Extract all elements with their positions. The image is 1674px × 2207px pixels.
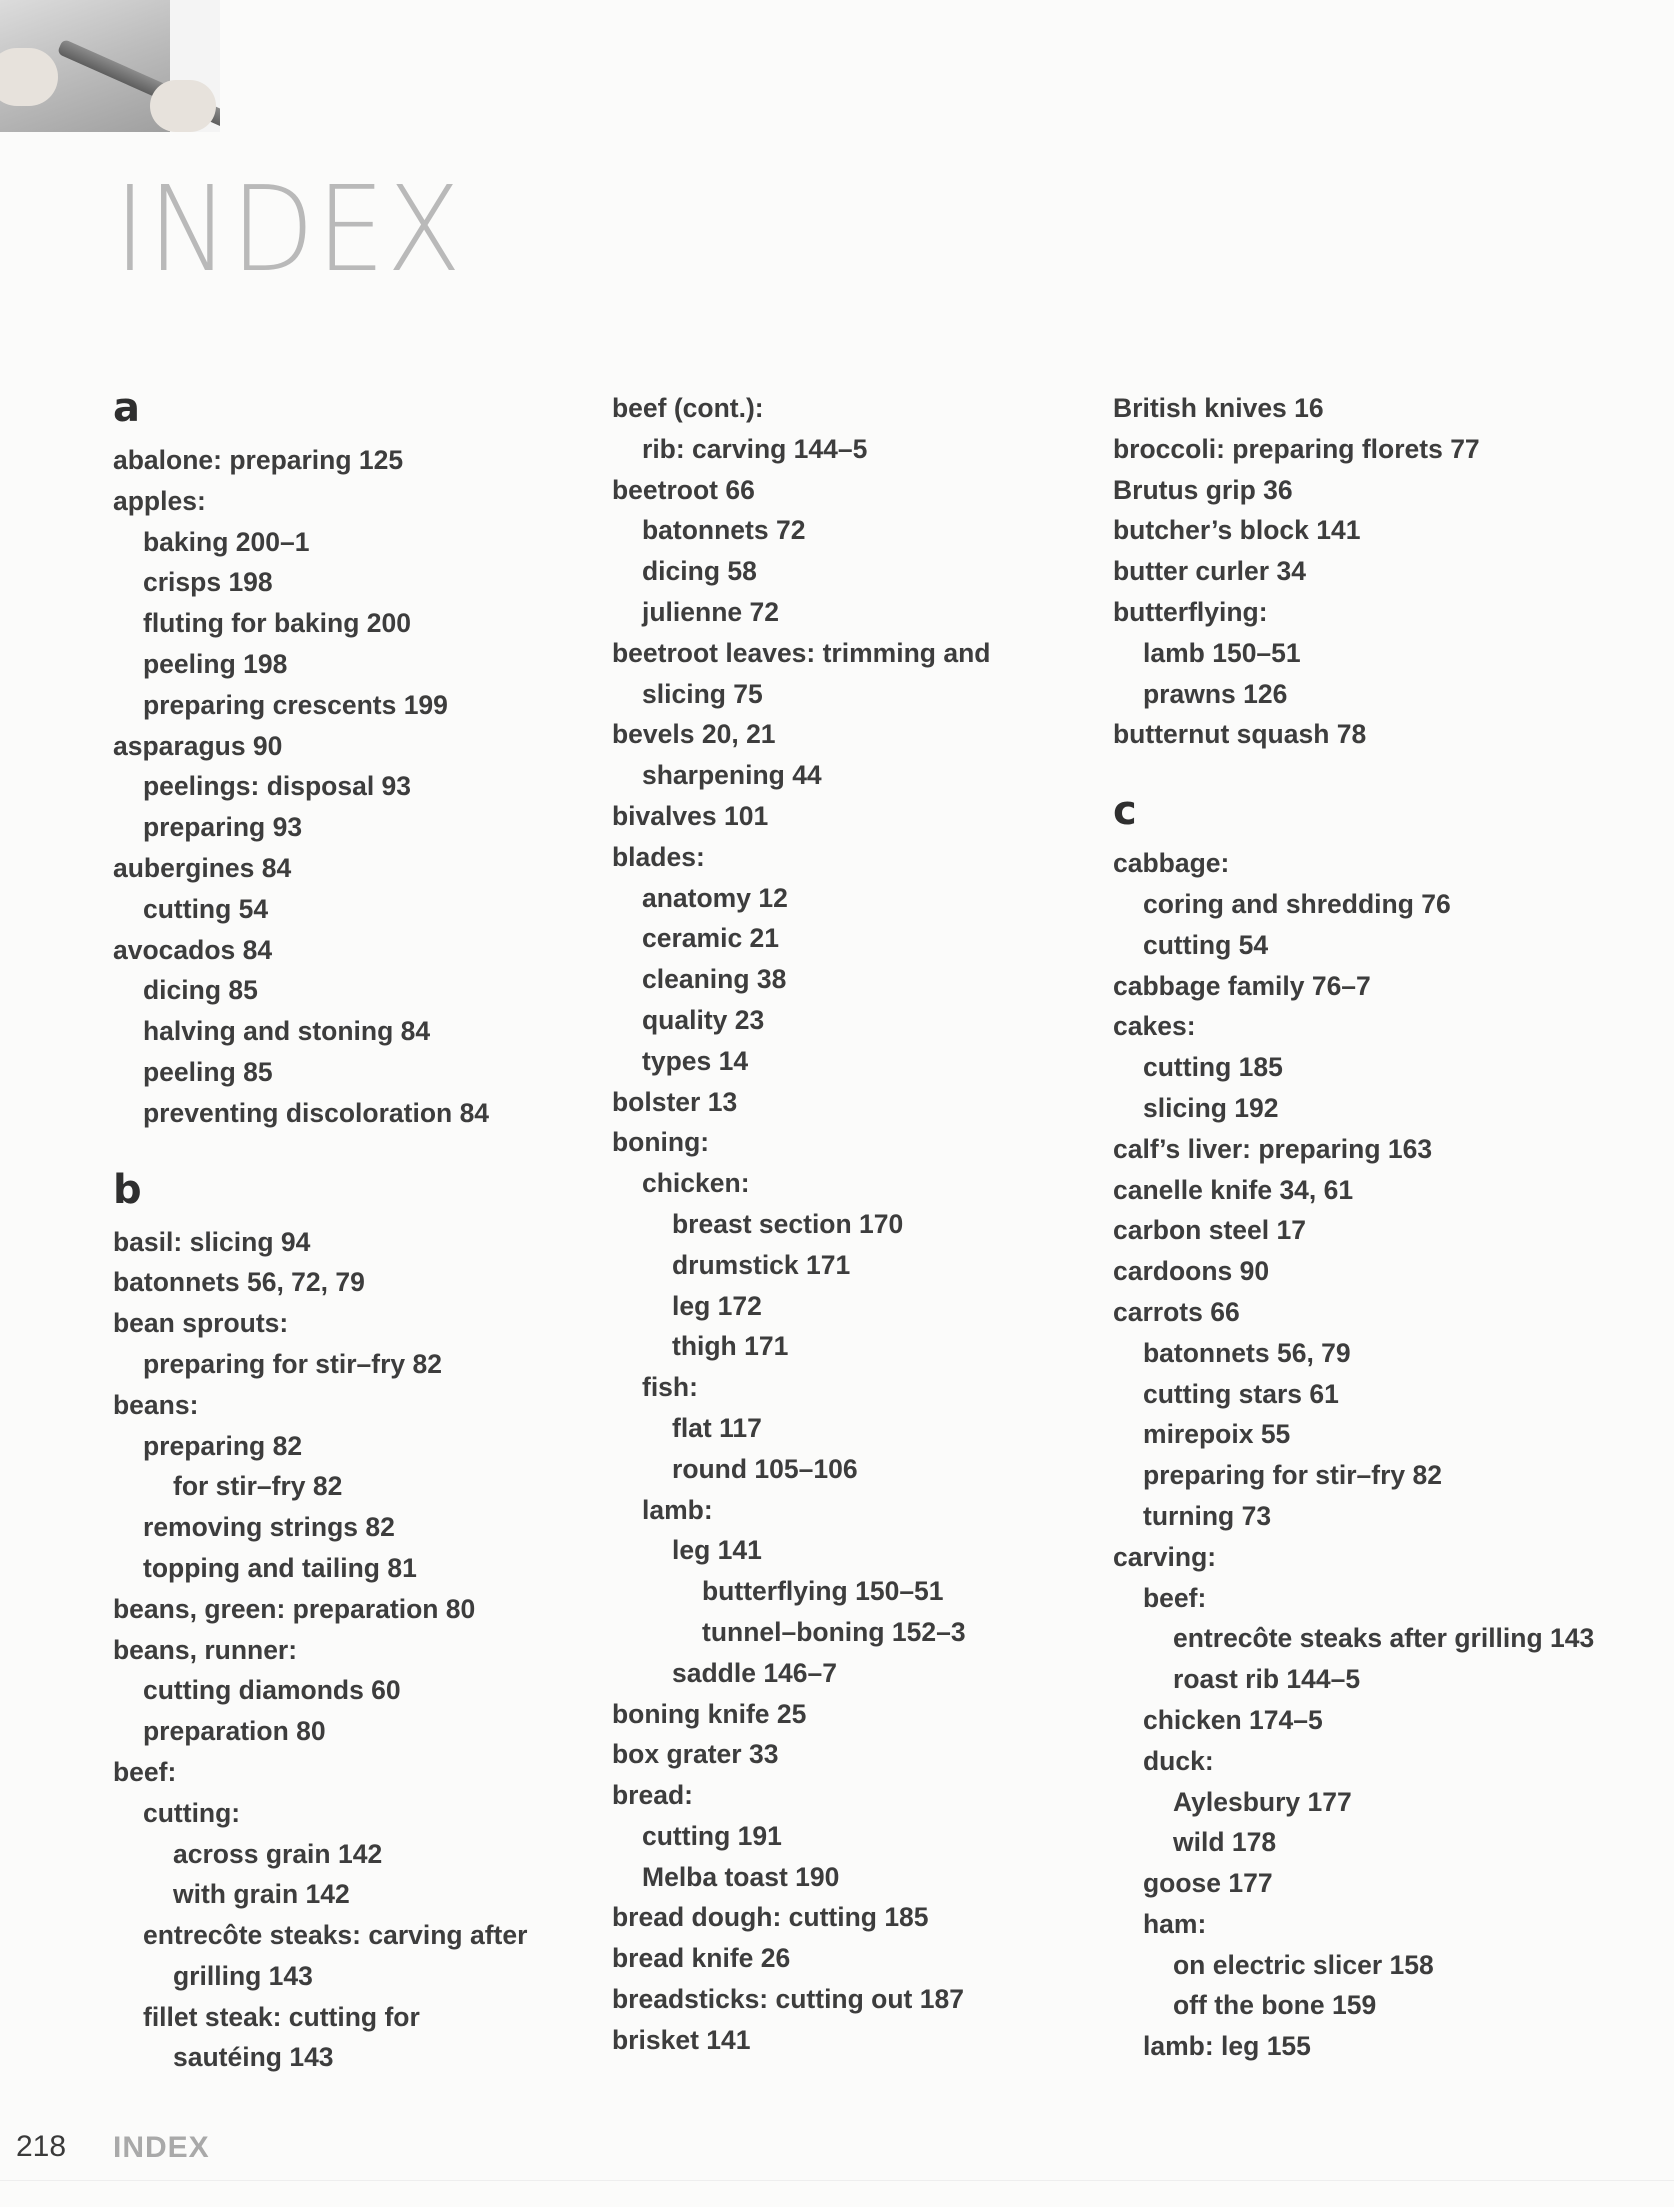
index-entry: beans, green: preparation 80 — [113, 1593, 476, 1624]
index-subentry: slicing 192 — [1143, 1092, 1279, 1123]
index-subentry: entrecôte steaks: carving after — [143, 1920, 528, 1951]
index-entry: cabbage family 76–7 — [1113, 970, 1371, 1001]
index-entry: bread knife 26 — [612, 1943, 791, 1974]
index-subentry: preparing crescents 199 — [143, 689, 448, 720]
index-subentry: round 105–106 — [672, 1453, 858, 1484]
index-subentry: lamb: — [642, 1494, 713, 1525]
index-subentry: preparation 80 — [143, 1716, 326, 1747]
index-subentry: across grain 142 — [173, 1838, 383, 1869]
index-subentry: wild 178 — [1173, 1827, 1277, 1858]
index-subentry: fish: — [642, 1372, 698, 1403]
index-subentry: batonnets 72 — [642, 515, 806, 546]
index-entry: butternut squash 78 — [1113, 719, 1367, 750]
index-subentry: leg 141 — [672, 1535, 762, 1566]
index-subentry: roast rib 144–5 — [1173, 1664, 1361, 1695]
index-entry: British knives 16 — [1113, 393, 1324, 423]
index-subentry: with grain 142 — [173, 1879, 350, 1910]
index-subentry: grilling 143 — [173, 1960, 313, 1991]
index-subentry: preparing 93 — [143, 812, 303, 843]
index-entry: beans, runner: — [113, 1634, 298, 1665]
index-subentry: ham: — [1143, 1908, 1207, 1939]
page-number: 218 — [16, 2130, 67, 2163]
index-entry: beef (cont.): — [612, 393, 764, 423]
knife-sharpening-photo — [0, 0, 220, 132]
index-subentry: anatomy 12 — [642, 882, 788, 913]
index-subentry: preventing discoloration 84 — [143, 1097, 490, 1128]
index-entry: carving: — [1113, 1541, 1217, 1572]
index-entry: brisket 141 — [612, 2024, 751, 2055]
index-subentry: on electric slicer 158 — [1173, 1949, 1434, 1980]
index-subentry: rib: carving 144–5 — [642, 433, 868, 464]
index-subentry: for stir–fry 82 — [173, 1471, 343, 1502]
index-subentry: peeling 198 — [143, 648, 288, 679]
index-entry: Brutus grip 36 — [1113, 474, 1293, 505]
index-subentry: preparing 82 — [143, 1430, 303, 1461]
index-subentry: coring and shredding 76 — [1143, 888, 1451, 919]
index-subentry: cutting diamonds 60 — [143, 1675, 401, 1706]
index-entry: butterflying: — [1113, 596, 1268, 627]
index-subentry: cutting 54 — [143, 893, 269, 924]
index-subentry: chicken 174–5 — [1143, 1704, 1323, 1735]
index-subentry: topping and tailing 81 — [143, 1552, 417, 1583]
index-subentry: halving and stoning 84 — [143, 1016, 431, 1047]
index-entry: apples: — [113, 485, 206, 516]
index-subentry: dicing 58 — [642, 556, 757, 587]
index-subentry: slicing 75 — [642, 678, 763, 709]
index-subentry: fluting for baking 200 — [143, 608, 411, 639]
index-entry: beetroot leaves: trimming and — [612, 637, 991, 668]
index-entry: bivalves 101 — [612, 800, 769, 831]
left-hand — [0, 48, 58, 106]
index-subentry: Aylesbury 177 — [1173, 1786, 1352, 1817]
index-subentry: batonnets 56, 79 — [1143, 1337, 1351, 1368]
index-subentry: leg 172 — [672, 1290, 762, 1321]
index-subentry: lamb: leg 155 — [1143, 2031, 1311, 2062]
index-subentry: removing strings 82 — [143, 1512, 395, 1543]
index-entry: broccoli: preparing florets 77 — [1113, 433, 1480, 464]
index-entry: blades: — [612, 841, 705, 872]
section-gap — [113, 1134, 583, 1164]
index-subentry: butterflying 150–51 — [702, 1576, 944, 1607]
index-subentry: beef: — [1143, 1582, 1207, 1613]
index-column-2 — [612, 388, 1092, 2061]
index-subentry: quality 23 — [642, 1004, 765, 1035]
index-subentry: turning 73 — [1143, 1500, 1272, 1531]
index-entry: box grater 33 — [612, 1739, 779, 1770]
index-subentry: entrecôte steaks after grilling 143 — [1173, 1623, 1595, 1654]
index-entry: butcher’s block 141 — [1113, 515, 1361, 546]
index-entry: abalone: preparing 125 — [113, 445, 404, 475]
index-subentry: cleaning 38 — [642, 964, 787, 995]
index-subentry: thigh 171 — [672, 1331, 789, 1362]
index-column-3 — [1113, 388, 1633, 2067]
index-entry: calf’s liver: preparing 163 — [1113, 1133, 1433, 1164]
index-entry: cakes: — [1113, 1011, 1196, 1042]
index-subentry: cutting 191 — [642, 1820, 782, 1851]
index-entry: cardoons 90 — [1113, 1256, 1270, 1287]
index-entry: bread: — [612, 1780, 693, 1811]
index-subentry: duck: — [1143, 1745, 1214, 1776]
index-subentry: mirepoix 55 — [1143, 1419, 1291, 1450]
index-subentry: ceramic 21 — [642, 923, 780, 954]
index-entry: batonnets 56, 72, 79 — [113, 1267, 365, 1298]
index-entry: cabbage: — [1113, 848, 1230, 879]
index-entry: beans: — [113, 1389, 199, 1420]
index-entry: breadsticks: cutting out 187 — [612, 1984, 964, 2015]
index-entry: carbon steel 17 — [1113, 1215, 1306, 1246]
index-subentry: goose 177 — [1143, 1868, 1273, 1899]
index-subentry: cutting 185 — [1143, 1052, 1283, 1083]
index-entry: boning: — [612, 1127, 710, 1158]
index-entry: bolster 13 — [612, 1086, 738, 1117]
index-entry: beetroot 66 — [612, 474, 755, 505]
index-subentry: crisps 198 — [143, 567, 273, 598]
index-subentry: fillet steak: cutting for — [143, 2001, 420, 2032]
right-hand — [150, 80, 216, 132]
index-subentry: Melba toast 190 — [642, 1861, 840, 1892]
index-entry: boning knife 25 — [612, 1698, 807, 1729]
section-letter: c — [1113, 788, 1137, 835]
index-column-1 — [113, 385, 583, 2078]
index-subentry: prawns 126 — [1143, 678, 1288, 709]
index-subentry: preparing for stir–fry 82 — [1143, 1460, 1442, 1491]
index-subentry: peelings: disposal 93 — [143, 771, 412, 802]
index-subentry: cutting stars 61 — [1143, 1378, 1339, 1409]
index-entry: avocados 84 — [113, 934, 273, 965]
index-subentry: types 14 — [642, 1045, 749, 1076]
index-entry: beef: — [113, 1756, 177, 1787]
index-entry: basil: slicing 94 — [113, 1226, 311, 1257]
index-subentry: sharpening 44 — [642, 760, 822, 791]
index-subentry: saddle 146–7 — [672, 1657, 838, 1688]
index-entry: bread dough: cutting 185 — [612, 1902, 929, 1933]
index-entry: bean sprouts: — [113, 1308, 289, 1339]
index-subentry: drumstick 171 — [672, 1249, 851, 1280]
index-entry: butter curler 34 — [1113, 556, 1306, 587]
bottom-edge — [0, 2180, 1674, 2181]
index-subentry: preparing for stir–fry 82 — [143, 1348, 442, 1379]
section-letter: a — [113, 385, 140, 431]
index-entry: canelle knife 34, 61 — [1113, 1174, 1354, 1205]
index-subentry: sautéing 143 — [173, 2042, 334, 2073]
index-subentry: baking 200–1 — [143, 526, 310, 557]
index-subentry: julienne 72 — [642, 596, 779, 627]
index-entry: asparagus 90 — [113, 730, 283, 761]
index-entry: bevels 20, 21 — [612, 719, 776, 750]
index-subentry: lamb 150–51 — [1143, 637, 1301, 668]
index-subentry: breast section 170 — [672, 1208, 904, 1239]
index-subentry: flat 117 — [672, 1412, 762, 1443]
index-entry: aubergines 84 — [113, 852, 292, 883]
index-subentry: off the bone 159 — [1173, 1990, 1377, 2021]
index-subentry: cutting: — [143, 1797, 241, 1828]
index-subentry: cutting 54 — [1143, 929, 1269, 960]
index-subentry: dicing 85 — [143, 975, 258, 1006]
section-letter: b — [113, 1166, 142, 1213]
index-subentry: tunnel–boning 152–3 — [702, 1616, 966, 1647]
index-subentry: peeling 85 — [143, 1056, 273, 1087]
running-head: INDEX — [113, 2131, 210, 2164]
index-entry: carrots 66 — [1113, 1296, 1240, 1327]
page-title: INDEX — [114, 160, 463, 298]
section-gap — [1113, 755, 1633, 785]
index-subentry: chicken: — [642, 1168, 750, 1199]
